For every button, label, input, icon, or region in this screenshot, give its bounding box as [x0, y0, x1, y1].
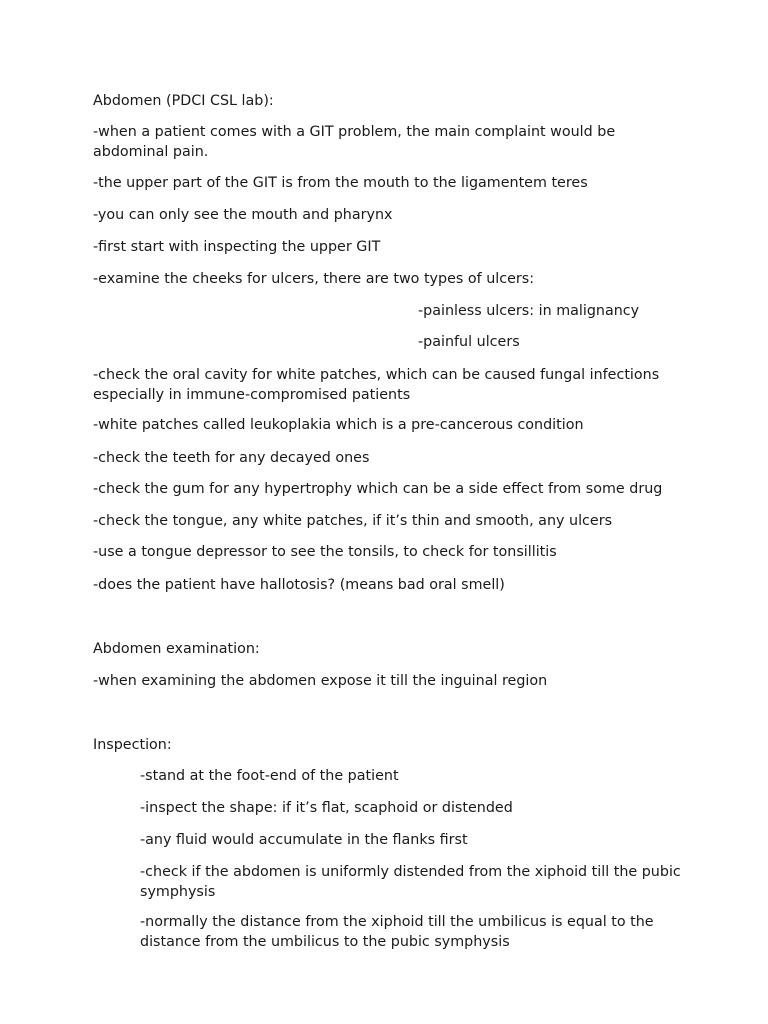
note-line: -when examining the abdomen expose it till the inguinal region	[93, 673, 548, 689]
inspection-item: -inspect the shape: if it’s flat, scaphoid or distended	[140, 800, 513, 816]
inspection-item: -any fluid would accumulate in the flanks first	[140, 832, 468, 848]
note-line: -check the tongue, any white patches, if it’s thin and smooth, any ulcers	[93, 513, 613, 529]
note-line: -check the gum for any hypertrophy which can be a side effect from some drug	[93, 481, 663, 497]
note-line: -white patches called leukoplakia which is a pre-cancerous condition	[93, 417, 584, 433]
note-line: -does the patient have hallotosis? (means bad oral smell)	[93, 577, 505, 593]
note-line: -you can only see the mouth and pharynx	[93, 207, 393, 223]
section-heading-abdomen-lab: Abdomen (PDCI CSL lab):	[93, 93, 274, 109]
note-line: -the upper part of the GIT is from the mouth to the ligamentem teres	[93, 175, 588, 191]
section-heading-inspection: Inspection:	[93, 737, 172, 753]
note-line: -check the teeth for any decayed ones	[93, 450, 370, 466]
section-heading-abdomen-examination: Abdomen examination:	[93, 641, 260, 657]
ulcer-type-item: -painless ulcers: in malignancy	[418, 303, 640, 319]
note-line: -examine the cheeks for ulcers, there are two types of ulcers:	[93, 271, 535, 287]
inspection-item: -normally the distance from the xiphoid till the umbilicus is equal to the distance from the umbilicus to the pubic symphysis	[140, 914, 654, 950]
note-line: -check the oral cavity for white patches, which can be caused fungal infections especially in immune-compromised patients	[93, 367, 660, 403]
note-line: -when a patient comes with a GIT problem, the main complaint would be abdominal pain.	[93, 124, 616, 160]
note-line: -use a tongue depressor to see the tonsils, to check for tonsillitis	[93, 544, 557, 560]
note-line: -first start with inspecting the upper GIT	[93, 239, 381, 255]
ulcer-type-item: -painful ulcers	[418, 334, 520, 350]
inspection-item: -stand at the foot-end of the patient	[140, 768, 399, 784]
inspection-item: -check if the abdomen is uniformly distended from the xiphoid till the pubic symphysis	[140, 864, 681, 900]
